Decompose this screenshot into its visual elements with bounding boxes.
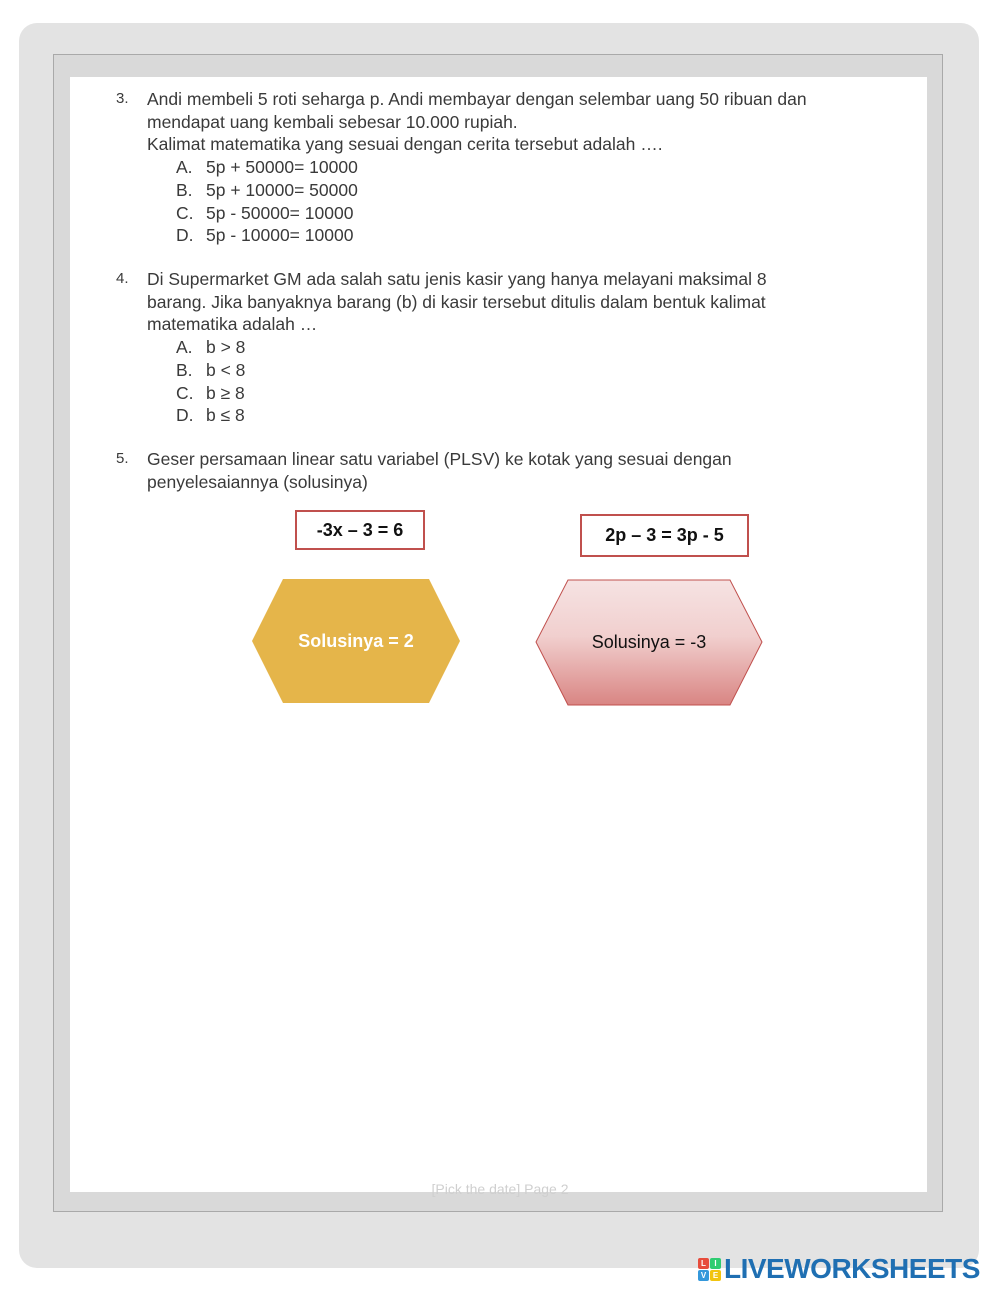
question-text: Andi membeli 5 roti seharga p. Andi membayar dengan selembar uang 50 ribuan dan: [147, 89, 807, 109]
question-text: mendapat uang kembali sebesar 10.000 rupiah.: [147, 111, 518, 132]
question-text: matematika adalah …: [147, 314, 318, 335]
question-number: 4.: [116, 270, 129, 287]
question-text: Di Supermarket GM ada salah satu jenis kasir yang hanya melayani maksimal 8: [147, 269, 767, 289]
question-text: Kalimat matematika yang sesuai dengan cerita tersebut adalah ….: [147, 134, 663, 155]
option-d: D. b ≤ 8: [176, 405, 245, 426]
logo-icon: L I V E: [698, 1258, 721, 1281]
option-a: A. 5p + 50000= 10000: [176, 157, 358, 178]
option-a: A. b > 8: [176, 337, 246, 358]
question-4: [116, 268, 896, 427]
page-footer: [Pick the date] Page 2: [431, 1181, 569, 1197]
option-c: C. b ≥ 8: [176, 382, 245, 403]
question-text: barang. Jika banyaknya barang (b) di kasir tersebut ditulis dalam bentuk kalimat: [147, 291, 766, 312]
draggable-equation-1[interactable]: -3x – 3 = 6: [295, 510, 425, 550]
option-b: B. b < 8: [176, 359, 246, 380]
option-b: B. 5p + 10000= 50000: [176, 179, 358, 200]
drop-target-solution-2[interactable]: [251, 578, 461, 704]
question-number: 3.: [116, 90, 129, 107]
question-text: Geser persamaan linear satu variabel (PLSV) ke kotak yang sesuai dengan: [147, 449, 732, 469]
drop-target-solution-minus-3[interactable]: [535, 579, 763, 706]
solution-label: Solusinya = 2: [298, 630, 414, 651]
option-d: D. 5p - 10000= 10000: [176, 225, 354, 246]
draggable-equation-2[interactable]: 2p – 3 = 3p - 5: [580, 514, 749, 557]
question-number: 5.: [116, 450, 129, 467]
option-c: C. 5p - 50000= 10000: [176, 202, 354, 223]
solution-label: Solusinya = -3: [591, 632, 707, 652]
logo-text: LIVEWORKSHEETS: [724, 1253, 980, 1284]
question-3: [116, 88, 896, 247]
question-5: [116, 448, 896, 493]
liveworksheets-logo: [698, 1254, 980, 1284]
question-text: penyelesaiannya (solusinya): [147, 471, 368, 492]
